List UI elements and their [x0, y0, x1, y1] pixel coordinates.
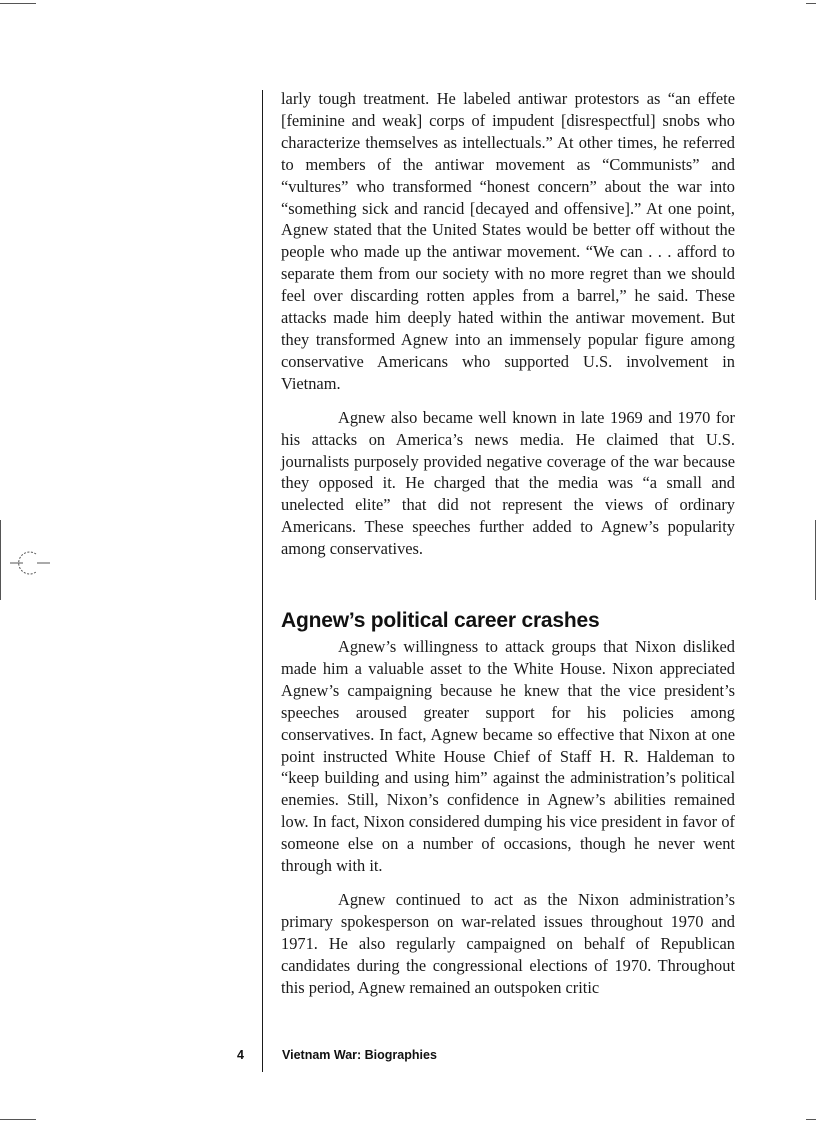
crop-mark-top-left — [0, 3, 36, 4]
crop-mark-bottom-right — [806, 1119, 816, 1120]
crop-mark-top-right — [806, 3, 816, 4]
crop-mark-left-middle — [0, 520, 1, 600]
page-number: 4 — [237, 1048, 244, 1062]
body-paragraph-1: larly tough treatment. He labeled antiwar protestors as “an effete [feminine and weak] corps of impudent [disrespectful] snobs who characterize themselves as intellectuals.” At other times, he referred to members of the antiwar movement as “Communists” and “vultures” who transformed “honest concern” about the war into “something sick and rancid [decayed and offensive].” At one point, Agnew stated that the United States would be better off without the people who made up the antiwar movement. “We can . . . afford to separate them from our society with no more regret than we should feel over discarding rotten apples from a barrel,” he said. These attacks made him deeply hated within the antiwar movement. But they transformed Agnew into an immensely popular figure among conservative Americans who supported U.S. involvement in Vietnam. — [281, 89, 735, 393]
section-heading: Agnew’s political career crashes — [281, 609, 600, 633]
running-title: Vietnam War: Biographies — [282, 1048, 437, 1062]
body-paragraph-2: Agnew also became well known in late 1969 and 1970 for his attacks on America’s news media. He claimed that U.S. journalists purposely provided negative coverage of the war because they opposed it. He charged that the media was “a small and unelected elite” that did not represent the views of ordinary Americans. These speeches further added to Agnew’s popularity among conservatives. — [281, 407, 735, 559]
column-rule — [262, 90, 263, 1072]
registration-mark-icon — [10, 543, 50, 583]
crop-mark-bottom-left — [0, 1119, 36, 1120]
main-text-column — [281, 88, 735, 1011]
section-paragraph-1: Agnew’s willingness to attack groups that Nixon disliked made him a valuable asset to the White House. Nixon appreciated Agnew’s campaigning because he knew that the vice president’s speeches aroused greater support for his policies among conservatives. In fact, Agnew became so effective that Nixon at one point instructed White House Chief of Staff H. R. Haldeman to “keep building and using him” against the administration’s political enemies. Still, Nixon’s confidence in Agnew’s abilities remained low. In fact, Nixon considered dumping his vice president in favor of someone else on a number of occasions, though he never went through with it. — [281, 637, 735, 876]
section-paragraph-2: Agnew continued to act as the Nixon administration’s primary spokesperson on war-related issues throughout 1970 and 1971. He also regularly campaigned on behalf of Republican candidates during the congressional elections of 1970. Throughout this period, Agnew remained an outspoken critic — [281, 890, 735, 997]
page-footer — [0, 1048, 816, 1068]
